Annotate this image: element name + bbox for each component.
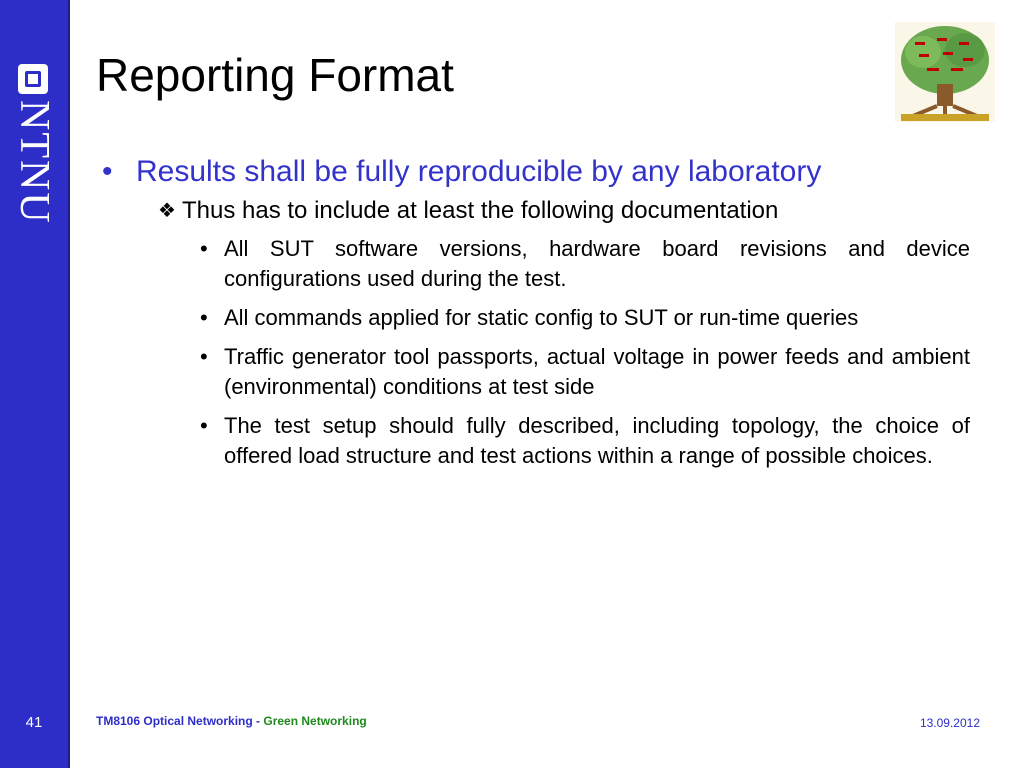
- bullet-dot-icon: •: [200, 305, 208, 330]
- footer-topic: Green Networking: [263, 714, 367, 728]
- bullet-level1-text: Results shall be fully reproducible by any laboratory: [136, 155, 822, 188]
- list-item: • Traffic generator tool passports, actual voltage in power feeds and ambient (environmental) conditions at test side: [200, 344, 970, 399]
- bullet-dot-icon: •: [200, 344, 208, 369]
- sidebar-divider: [68, 0, 70, 768]
- bullet-level1: [96, 150, 976, 194]
- slide-content: [96, 150, 976, 480]
- sidebar: [0, 0, 68, 768]
- bullet-dot-icon: •: [102, 155, 113, 188]
- tree-logo-icon: [893, 20, 997, 124]
- bullet-level2-text: Thus has to include at least the following documentation: [182, 197, 779, 224]
- bullet-dot-icon: •: [200, 413, 208, 438]
- footer-course-name: TM8106 Optical Networking -: [96, 714, 264, 728]
- diamond-icon: ❖: [158, 200, 176, 222]
- bullet-level2: [146, 194, 976, 228]
- footer-course: [96, 714, 367, 728]
- list-item: • All SUT software versions, hardware board revisions and device configurations used during the test.: [200, 236, 970, 291]
- ntnu-logo-icon: [18, 64, 48, 94]
- ntnu-logo-text: NTNU: [11, 100, 57, 225]
- footer-date: 13.09.2012: [919, 716, 980, 730]
- bullet-dot-icon: •: [200, 236, 208, 261]
- list-item: • The test setup should fully described, including topology, the choice of offered load structure and test actions within a range of possible choices.: [200, 413, 970, 468]
- list-item: • All commands applied for static config to SUT or run-time queries: [198, 303, 970, 333]
- slide-title: Reporting Format: [96, 49, 454, 101]
- bullet-level3-list: [198, 234, 970, 471]
- slide-number: 41: [25, 714, 43, 731]
